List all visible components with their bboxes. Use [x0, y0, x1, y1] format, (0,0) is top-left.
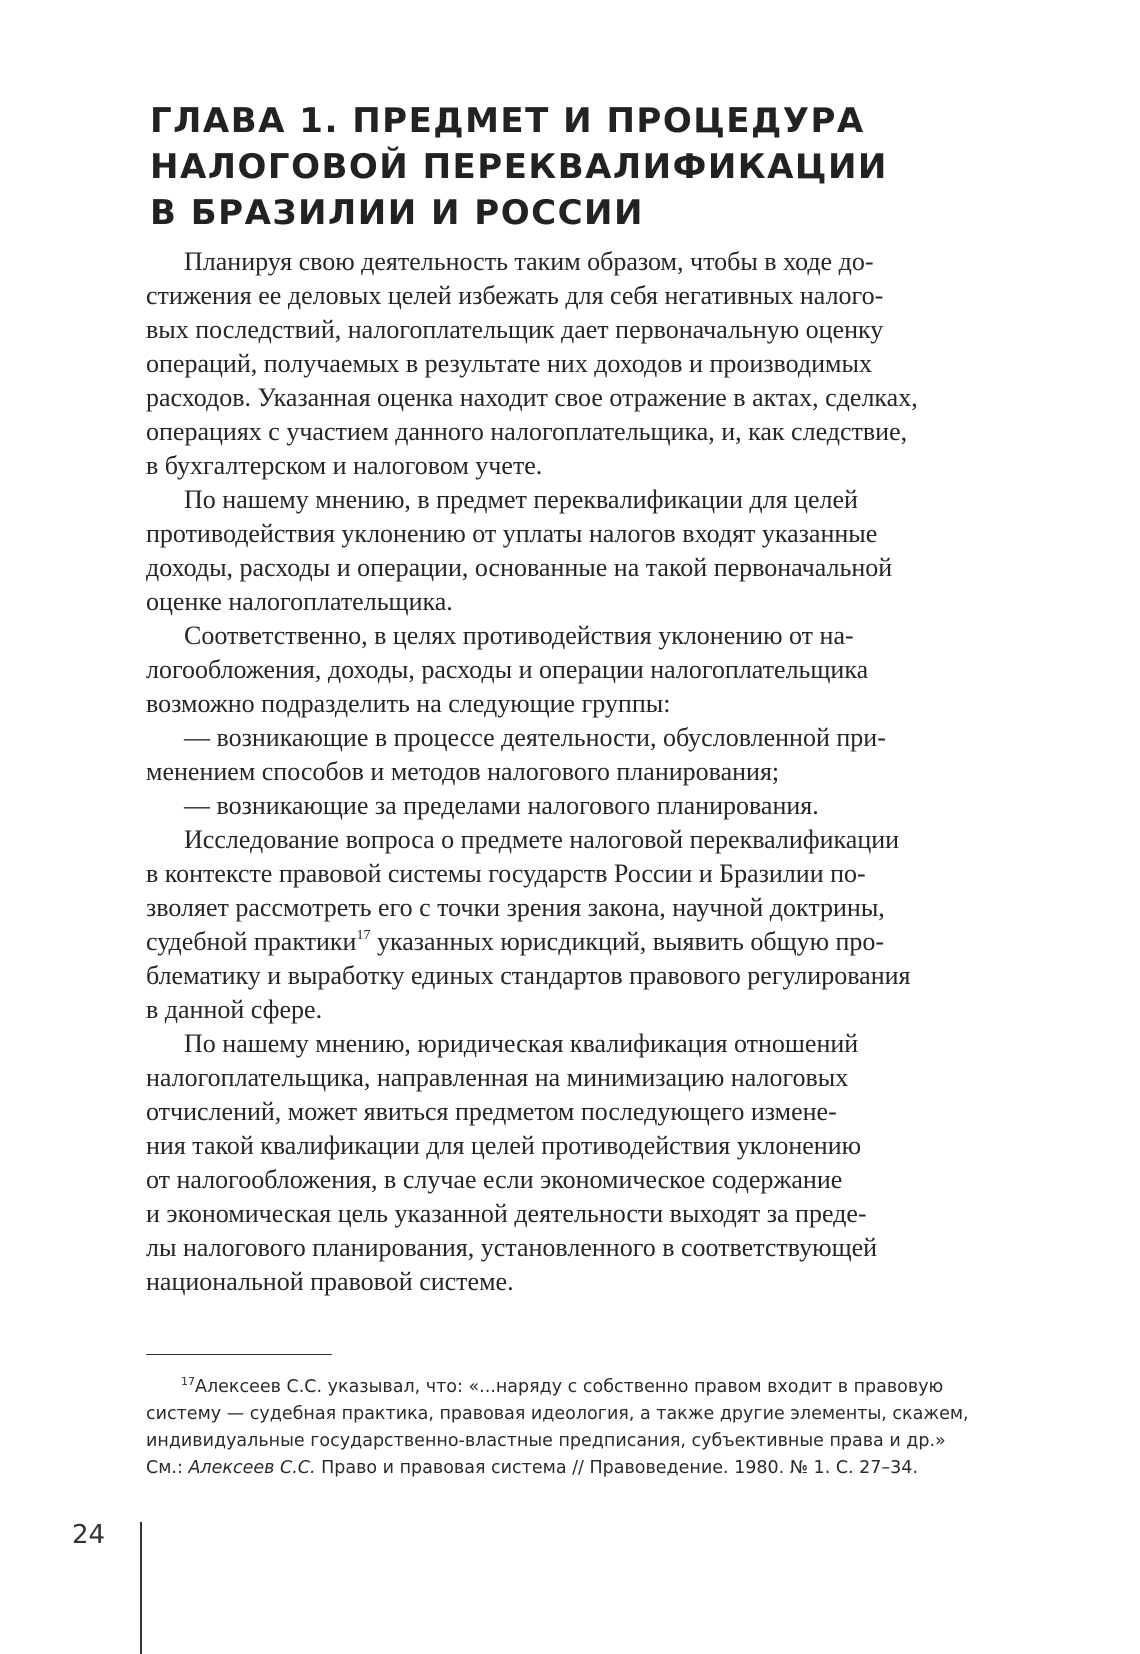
footnote-line: индивидуальные государственно-властные предписания, субъективные права и др.»: [146, 1431, 946, 1451]
footnote-divider: [146, 1354, 332, 1355]
text-line: противодействия уклонению от уплаты налогов входят указанные: [146, 519, 878, 548]
page-number: 24: [72, 1520, 106, 1550]
chapter-title-line: НАЛОГОВОЙ ПЕРЕКВАЛИФИКАЦИИ: [150, 147, 888, 187]
text-line: логообложения, доходы, расходы и операции налогоплательщика: [146, 655, 869, 684]
text-line: вых последствий, налогоплательщик дает первоначальную оценку: [146, 315, 884, 344]
chapter-title-line: ГЛАВА 1. ПРЕДМЕТ И ПРОЦЕДУРА: [150, 101, 865, 141]
text-line: возможно подразделить на следующие группы:: [146, 689, 671, 718]
text-line: Исследование вопроса о предмете налоговой переквалификации: [184, 825, 900, 854]
text-line: зволяет рассмотреть его с точки зрения закона, научной доктрины,: [146, 893, 885, 922]
paragraph: [146, 619, 966, 721]
body-text: [146, 245, 966, 1299]
footnote: [146, 1374, 976, 1482]
text-line: лы налогового планирования, установленного в соответствующей: [146, 1233, 878, 1262]
text-fragment: Право и правовая система // Правоведение. 1980. № 1. С. 27–34.: [315, 1458, 919, 1478]
text-line: расходов. Указанная оценка находит свое отражение в актах, сделках,: [146, 383, 918, 412]
footnote-mark: 17: [181, 1375, 195, 1388]
footnote-line: систему — судебная практика, правовая идеология, а также другие элементы, скажем,: [146, 1404, 969, 1424]
text-line: Планируя свою деятельность таким образом, чтобы в ходе до-: [184, 247, 874, 276]
text-fragment: Алексеев С.С. указывал, что: «...наряду с собственно правом входит в правовую: [195, 1377, 944, 1397]
text-line: и экономическая цель указанной деятельности выходят за преде-: [146, 1199, 867, 1228]
text-fragment: судебной практики: [146, 927, 357, 956]
list-item: [146, 789, 966, 823]
footnote-line: [146, 1374, 976, 1401]
paragraph: [146, 1027, 966, 1299]
text-line: — возникающие за пределами налогового планирования.: [184, 791, 819, 820]
text-line: По нашему мнению, в предмет переквалификации для целей: [184, 485, 858, 514]
text-line: По нашему мнению, юридическая квалификация отношений: [184, 1029, 859, 1058]
text-line: национальной правовой системе.: [146, 1267, 514, 1296]
text-line: Соответственно, в целях противодействия уклонению от на-: [184, 621, 854, 650]
text-line: в бухгалтерском и налоговом учете.: [146, 451, 543, 480]
text-line: менением способов и методов налогового планирования;: [146, 757, 780, 786]
text-line: оценке налогоплательщика.: [146, 587, 453, 616]
chapter-title: [150, 98, 1030, 236]
chapter-title-line: В БРАЗИЛИИ И РОССИИ: [150, 193, 644, 233]
text-line: от налогообложения, в случае если экономическое содержание: [146, 1165, 843, 1194]
text-line: отчислений, может явиться предметом последующего измене-: [146, 1097, 837, 1126]
text-line: доходы, расходы и операции, основанные на такой первоначальной: [146, 553, 893, 582]
paragraph: [146, 245, 966, 483]
paragraph: [146, 483, 966, 619]
text-line: операций, получаемых в результате них доходов и производимых: [146, 349, 872, 378]
footnote-line: [146, 1455, 976, 1482]
text-line: ния такой квалификации для целей противодействия уклонению: [146, 1131, 862, 1160]
footnote-author: Алексеев С.С.: [188, 1458, 316, 1478]
text-line: блематику и выработку единых стандартов правового регулирования: [146, 961, 911, 990]
paragraph: [146, 823, 966, 1027]
page-margin-rule: [140, 1522, 142, 1654]
text-line: — возникающие в процессе деятельности, обусловленной при-: [184, 723, 886, 752]
text-line: [146, 925, 966, 959]
text-line: стижения ее деловых целей избежать для себя негативных налого-: [146, 281, 884, 310]
text-line: операциях с участием данного налогоплательщика, и, как следствие,: [146, 417, 908, 446]
text-fragment: указанных юрисдикций, выявить общую про-: [370, 927, 885, 956]
text-line: в данной сфере.: [146, 995, 323, 1024]
footnote-ref: 17: [356, 928, 371, 943]
list-item: [146, 721, 966, 789]
text-line: налогоплательщика, направленная на минимизацию налоговых: [146, 1063, 849, 1092]
text-fragment: См.:: [146, 1458, 189, 1478]
text-line: в контексте правовой системы государств России и Бразилии по-: [146, 859, 866, 888]
